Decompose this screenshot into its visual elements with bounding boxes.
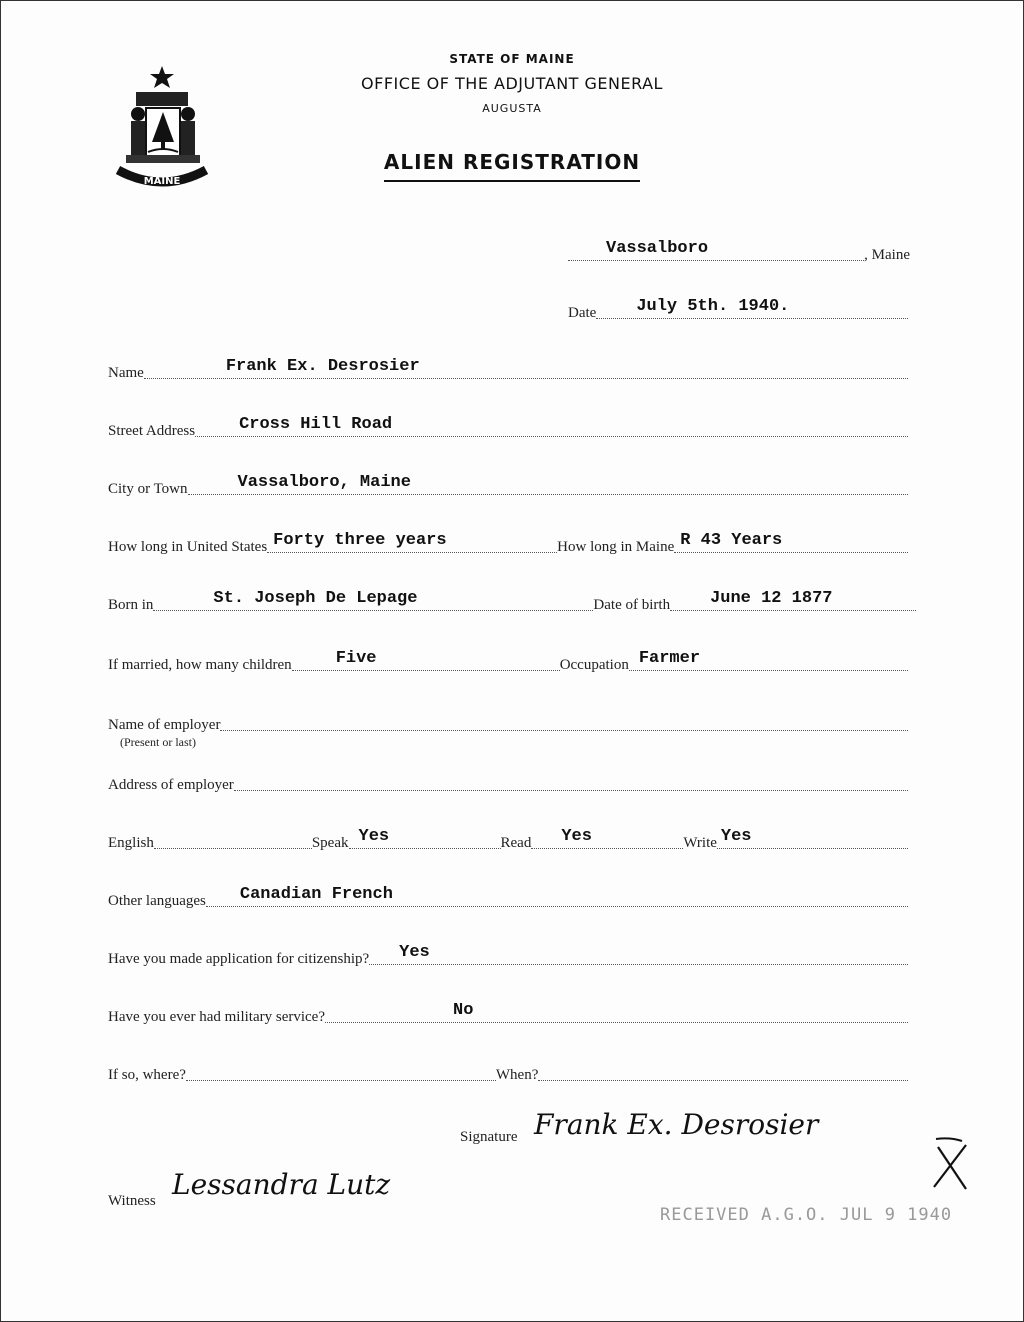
name-value: Frank Ex. Desrosier: [225, 357, 420, 376]
residence-row: How long in United States Forty three years How long in Maine R 43 Years: [108, 528, 908, 558]
city-value: Vassalboro, Maine: [237, 473, 411, 492]
how-long-maine-value: R 43 Years: [680, 531, 783, 550]
witness-value: Lessandra Lutz: [172, 1168, 391, 1201]
read-value: Yes: [561, 827, 592, 846]
citizenship-row: Have you made application for citizenship? Yes: [108, 940, 908, 970]
office-heading: OFFICE OF THE ADJUTANT GENERAL: [361, 74, 663, 93]
employer-address-row: Address of employer: [108, 766, 908, 796]
born-in-value: St. Joseph De Lepage: [213, 589, 418, 608]
date-value: July 5th. 1940.: [636, 297, 790, 316]
state-heading: STATE OF MAINE: [449, 52, 575, 66]
form-title: ALIEN REGISTRATION: [0, 150, 1024, 174]
name-row: Name Frank Ex. Desrosier: [108, 354, 908, 384]
service-where-row: If so, where? When?: [108, 1056, 908, 1086]
military-row: Have you ever had military service? No: [108, 998, 908, 1028]
city-row: City or Town Vassalboro, Maine: [108, 470, 908, 500]
other-languages-row: Other languages Canadian French: [108, 882, 908, 912]
place-row: [568, 236, 910, 266]
dob-value: June 12 1877: [710, 589, 833, 608]
signature-row: Signature: [460, 1129, 518, 1145]
write-value: Yes: [720, 827, 752, 846]
other-languages-value: Canadian French: [239, 885, 393, 904]
occupation-value: Farmer: [638, 649, 701, 668]
how-long-us-value: Forty three years: [273, 531, 447, 550]
birth-row: Born in St. Joseph De Lepage Date of birth June 12 1877: [108, 586, 916, 616]
citizenship-value: Yes: [399, 943, 430, 962]
employer-name-row: Name of employer: [108, 706, 908, 736]
x-mark-icon: [930, 1135, 970, 1191]
military-value: No: [453, 1001, 474, 1020]
street-row: Street Address Cross Hill Road: [108, 412, 908, 442]
english-row: English Speak Yes Read Yes Write Yes: [108, 824, 908, 854]
employer-sublabel: (Present or last): [120, 735, 196, 749]
svg-text:MAINE: MAINE: [143, 176, 181, 187]
speak-value: Yes: [358, 827, 390, 846]
signature-value: Frank Ex. Desrosier: [534, 1108, 819, 1141]
witness-row: Witness: [108, 1193, 156, 1209]
received-stamp: RECEIVED A.G.O. JUL 9 1940: [660, 1205, 953, 1225]
family-row: If married, how many children Five Occupation Farmer: [108, 646, 908, 676]
place-suffix: , Maine: [864, 247, 910, 263]
city-heading: AUGUSTA: [482, 102, 542, 115]
street-value: Cross Hill Road: [239, 415, 393, 434]
date-row: Date July 5th. 1940.: [568, 294, 908, 324]
children-value: Five: [335, 649, 377, 668]
place-value: Vassalboro: [606, 239, 709, 258]
